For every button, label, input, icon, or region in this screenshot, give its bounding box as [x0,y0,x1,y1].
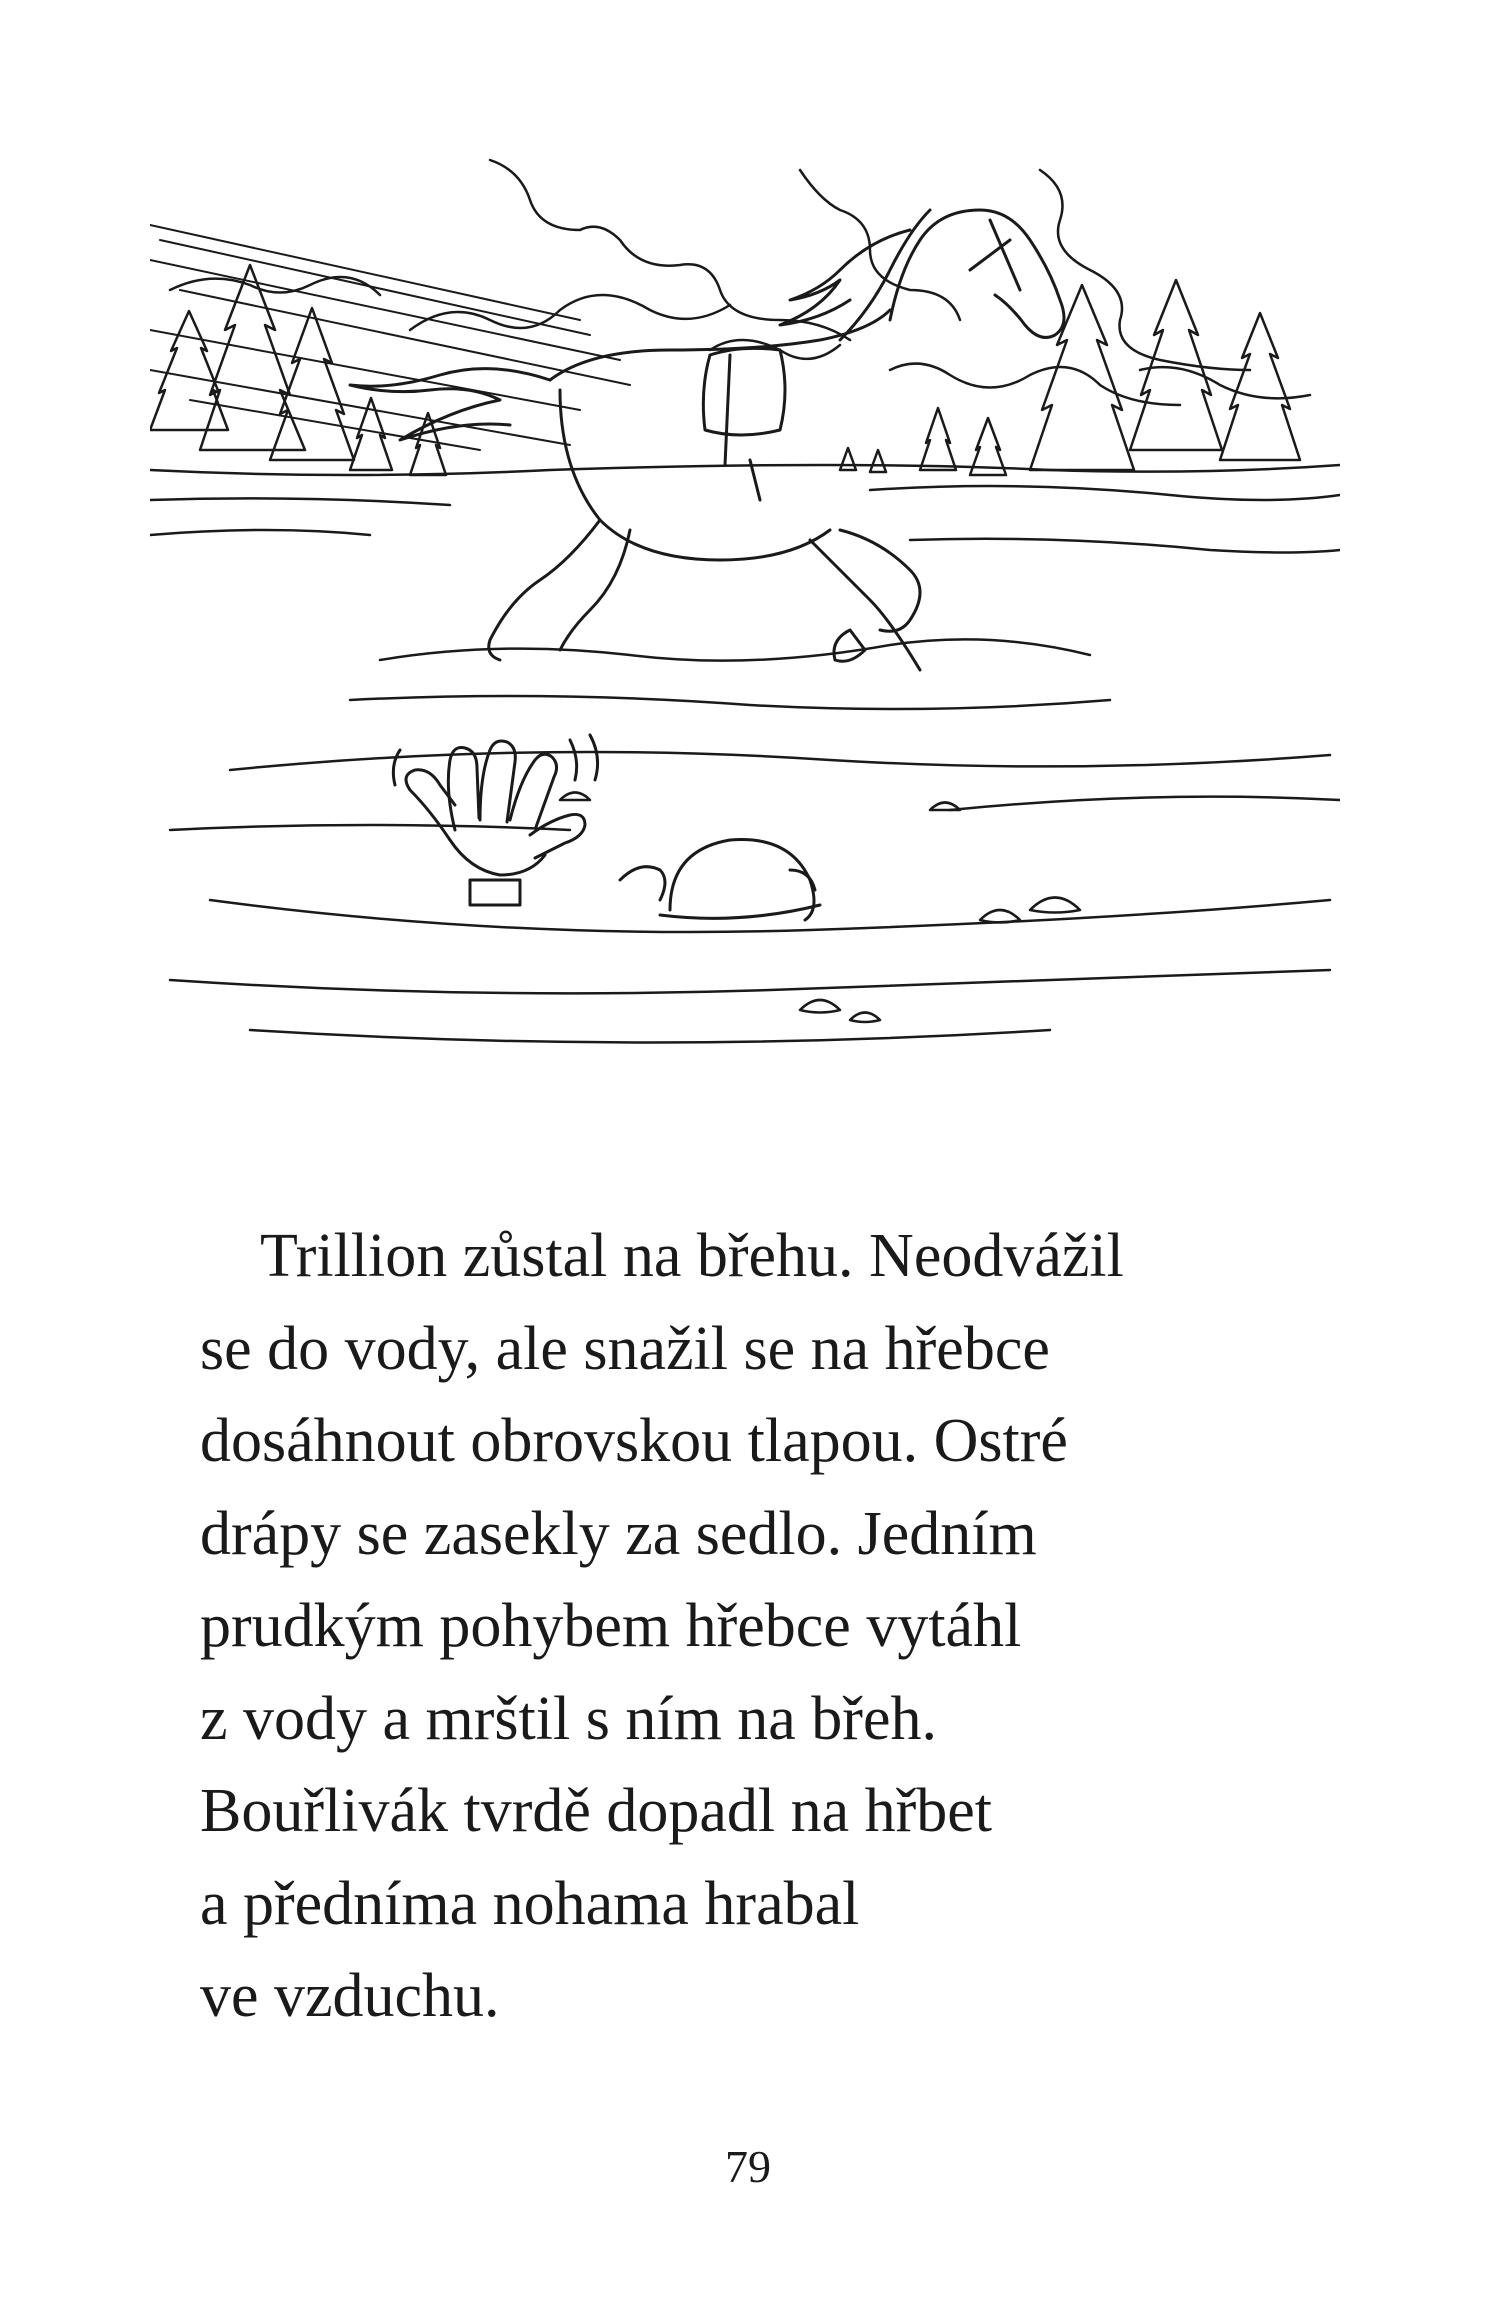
paragraph-line: dosáhnout obrovskou tlapou. Ostré [200,1407,1068,1475]
chapter-illustration [150,140,1340,1140]
pine-trees-left [150,265,446,475]
paragraph-line: z vody a mrštil s ním na břeh. [200,1684,937,1753]
horse-figure [350,210,1064,670]
paragraph-line: a předníma nohama hrabal [200,1869,860,1938]
page-number: 79 [725,2141,771,2192]
sky-clouds [170,160,1310,405]
paragraph-line: prudkým pohybem hřebce vytáhl [200,1592,1022,1660]
paragraph-line: Trillion zůstal na břehu. Neodvážil [260,1222,1124,1290]
submerged-head [620,840,820,921]
drowning-hand [393,735,597,905]
paragraph-line: drápy se zasekly za sedlo. Jedním [200,1499,1037,1568]
paragraph-line: se do vody, ale snažil se na hřebce [200,1314,1050,1383]
paragraph-line: ve vzduchu. [200,1962,500,2030]
shoreline [150,465,1340,553]
paragraph-line: Bouřlivák tvrdě dopadl na hřbet [200,1777,993,1845]
pine-trees-right [840,280,1300,475]
horse-lake-illustration [150,140,1340,1140]
story-paragraph [200,1210,1320,2043]
